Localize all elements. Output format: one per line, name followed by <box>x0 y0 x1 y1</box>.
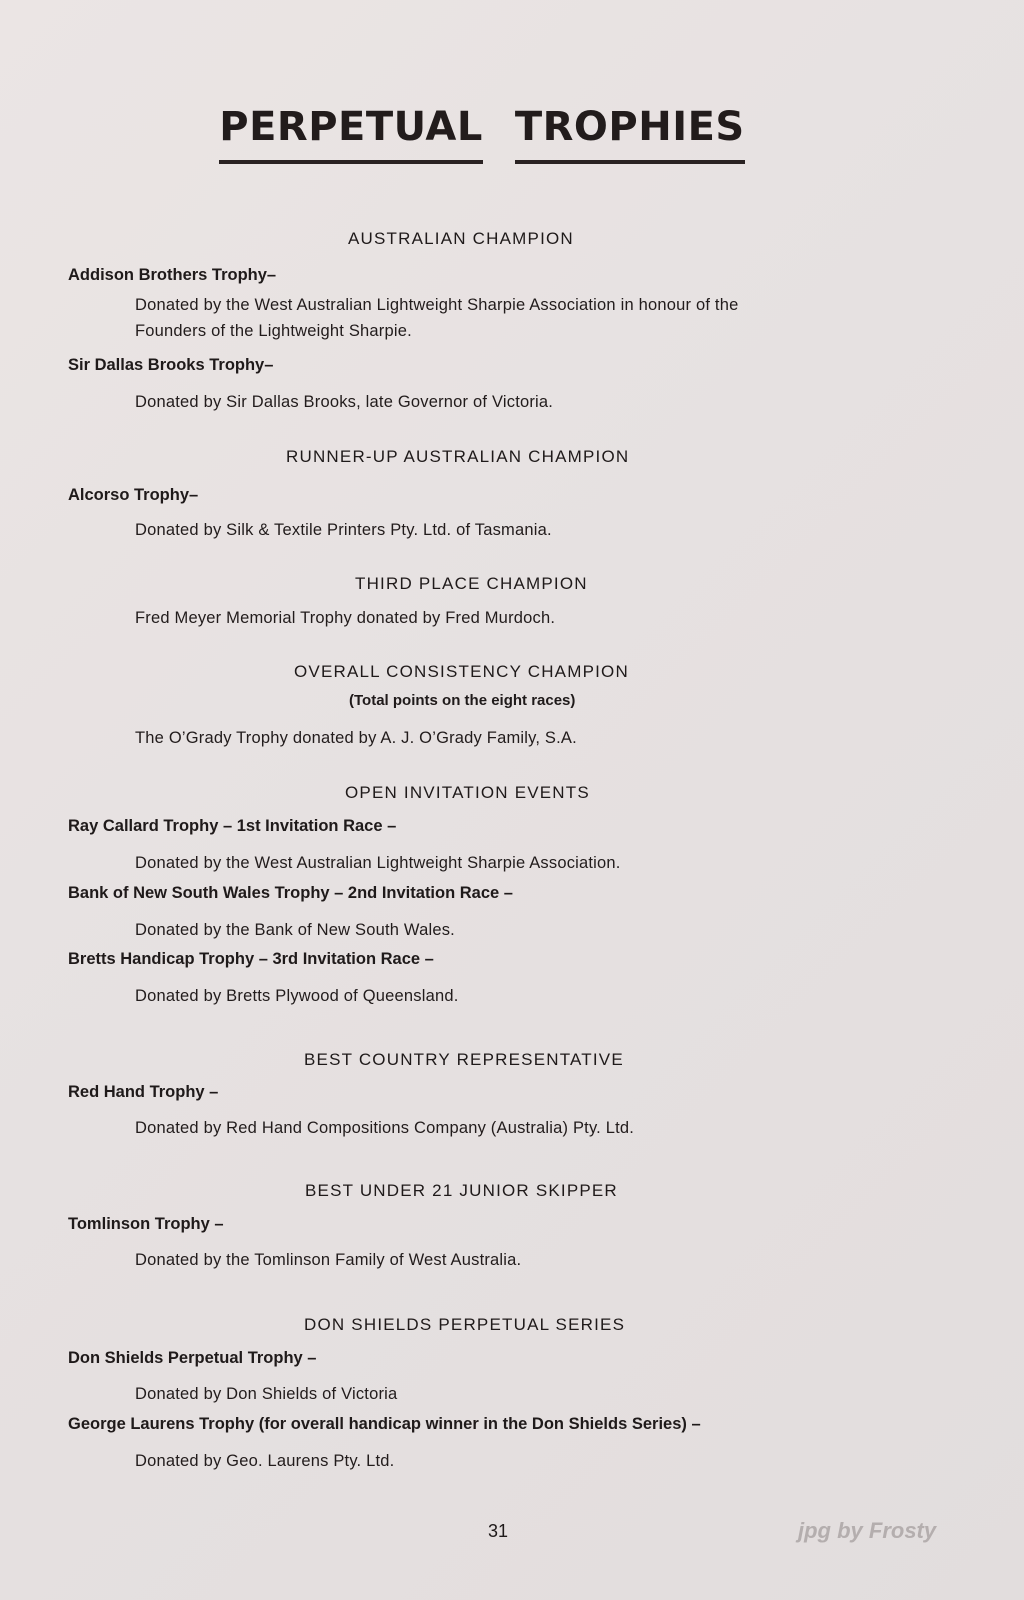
trophy-description <box>135 725 577 751</box>
page-title <box>0 104 1024 164</box>
description-line: Donated by Don Shields of Victoria <box>135 1385 398 1403</box>
watermark: jpg by Frosty <box>798 1518 937 1543</box>
description-line: Donated by the West Australian Lightweight Sharpie Association. <box>135 854 621 872</box>
trophy-name: Alcorso Trophy– <box>68 486 199 504</box>
description-line: Donated by the Bank of New South Wales. <box>135 921 455 939</box>
trophy-description <box>135 1247 521 1273</box>
trophy-name: Red Hand Trophy – <box>68 1083 219 1101</box>
description-line: Donated by Red Hand Compositions Company (Australia) Pty. Ltd. <box>135 1119 635 1137</box>
section-heading-best-under-21-junior-skipper: BEST UNDER 21 JUNIOR SKIPPER <box>305 1181 618 1200</box>
trophy-description <box>135 389 553 415</box>
page-title-word-2: TROPHIES <box>515 104 745 164</box>
description-line: Fred Meyer Memorial Trophy donated by Fred Murdoch. <box>135 609 556 627</box>
trophy-name: Sir Dallas Brooks Trophy– <box>68 356 274 374</box>
trophy-name: Ray Callard Trophy – 1st Invitation Race – <box>68 817 397 835</box>
section-heading-best-country-representative: BEST COUNTRY REPRESENTATIVE <box>304 1050 624 1069</box>
description-line: Donated by Bretts Plywood of Queensland. <box>135 987 459 1005</box>
trophy-description <box>135 605 555 631</box>
description-line: Donated by the West Australian Lightweight Sharpie Association in honour of the <box>135 296 739 314</box>
trophy-name: Bank of New South Wales Trophy – 2nd Invitation Race – <box>68 884 513 902</box>
trophy-description <box>135 1448 394 1474</box>
trophy-description <box>135 1115 634 1141</box>
section-heading-runner-up-champion: RUNNER-UP AUSTRALIAN CHAMPION <box>286 447 630 466</box>
trophy-description <box>135 983 459 1009</box>
description-line: Donated by the Tomlinson Family of West Australia. <box>135 1251 522 1269</box>
trophy-description <box>135 1381 397 1407</box>
trophy-name: George Laurens Trophy (for overall handicap winner in the Don Shields Series) – <box>68 1415 701 1433</box>
description-line: Donated by Sir Dallas Brooks, late Governor of Victoria. <box>135 393 554 411</box>
trophy-name: Don Shields Perpetual Trophy – <box>68 1349 317 1367</box>
trophy-description <box>135 850 621 876</box>
description-line: Donated by Geo. Laurens Pty. Ltd. <box>135 1452 395 1470</box>
section-heading-overall-consistency-champion: OVERALL CONSISTENCY CHAMPION <box>294 662 629 681</box>
section-heading-open-invitation-events: OPEN INVITATION EVENTS <box>345 783 590 802</box>
trophy-name: Bretts Handicap Trophy – 3rd Invitation Race – <box>68 950 434 968</box>
section-heading-australian-champion: AUSTRALIAN CHAMPION <box>348 229 574 248</box>
trophy-name: Tomlinson Trophy – <box>68 1215 224 1233</box>
description-line: The O’Grady Trophy donated by A. J. O’Grady Family, S.A. <box>135 729 577 747</box>
section-heading-don-shields-perpetual-series: DON SHIELDS PERPETUAL SERIES <box>304 1315 626 1334</box>
trophy-description <box>135 292 738 344</box>
trophy-name: Addison Brothers Trophy– <box>68 266 277 284</box>
section-heading-third-place-champion: THIRD PLACE CHAMPION <box>355 574 588 593</box>
section-sub-heading: (Total points on the eight races) <box>349 692 576 709</box>
page-title-word-1: PERPETUAL <box>219 104 483 164</box>
page-number: 31 <box>488 1521 509 1541</box>
description-line: Founders of the Lightweight Sharpie. <box>135 322 412 340</box>
description-line: Donated by Silk & Textile Printers Pty. Ltd. of Tasmania. <box>135 521 552 539</box>
trophy-description <box>135 917 455 943</box>
trophy-description <box>135 517 552 543</box>
